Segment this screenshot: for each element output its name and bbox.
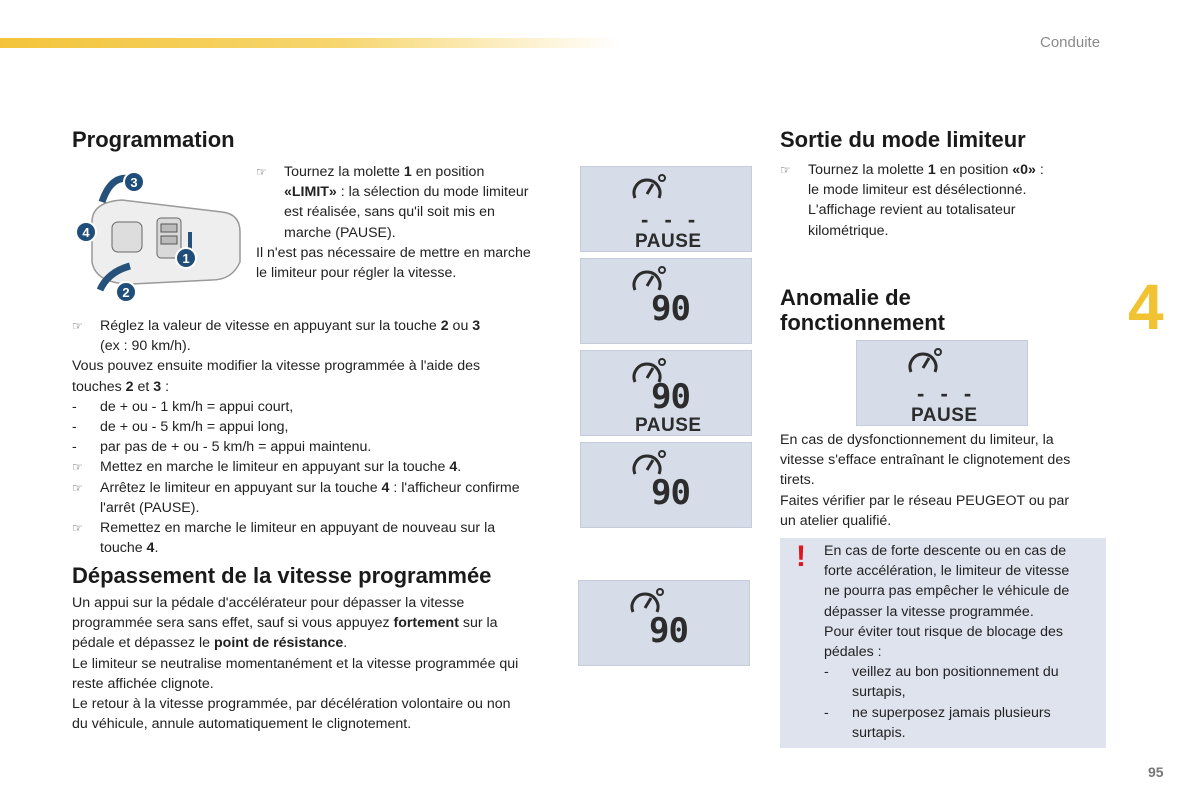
pointing-hand-icon: ☞ xyxy=(256,165,267,179)
sortie-title: Sortie du mode limiteur xyxy=(780,127,1026,152)
pointing-hand-icon: ☞ xyxy=(72,460,83,475)
display-speed-90: 90 xyxy=(580,258,752,344)
pointing-hand-icon: ☞ xyxy=(780,163,791,177)
programmation-intro: ☞ Tournez la molette 1 en position «LIMIT» : la sélection du mode limiteur est réalisée, sans qu'il soit mis en marche (PAUSE). Il n'est pas nécessaire de mettre en marche le limiteur pour régler la vitesse. xyxy=(256,164,531,282)
pointing-hand-icon: ☞ xyxy=(72,521,83,536)
svg-text:4: 4 xyxy=(82,225,90,240)
speed-limiter-icon xyxy=(907,346,943,378)
chapter-number: 4 xyxy=(1128,271,1164,343)
page-number: 95 xyxy=(1148,764,1164,780)
header-accent-bar xyxy=(0,38,620,48)
svg-text:3: 3 xyxy=(130,175,138,190)
speed-limiter-icon xyxy=(631,172,667,204)
display-speed-90-pause: 90 PAUSE xyxy=(580,350,752,436)
svg-text:1: 1 xyxy=(182,251,190,266)
display-speed-90-active: 90 xyxy=(580,442,752,528)
depassement-text: Un appui sur la pédale d'accélérateur pour dépasser la vitesse programmée sera sans effet, sauf si vous appuyez fortement sur la pédale et dépassez le point de résistance. Le limiteur se neutralise momentanément et la vitesse programmée qui reste affichée clignote. Le retour à la vitesse programmée, par décélération volontaire ou non du véhicule, annule automatiquement le clignotement. xyxy=(72,595,519,733)
programmation-title: Programmation xyxy=(72,127,235,152)
pointing-hand-icon: ☞ xyxy=(72,480,83,495)
display-anomaly: - - - PAUSE xyxy=(856,340,1028,426)
sortie-text: ☞ Tournez la molette 1 en position «0» : le mode limiteur est désélectionné. L'affichage revient au totalisateur kilométrique. xyxy=(780,162,1044,239)
section-name: Conduite xyxy=(1040,34,1101,51)
anomalie-title: Anomalie de fonctionnement xyxy=(780,285,945,335)
display-speed-90-exceed: 90 xyxy=(578,580,750,666)
programmation-steps: ☞ Réglez la valeur de vitesse en appuyant sur la touche 2 ou 3 (ex : 90 km/h). Vous pouvez ensuite modifier la vitesse programmée à l'aide des touches 2 et 3 : - de + ou - 1 km/h = appui court, - de + ou - 5 km/h = appui long, - par pas de + ou - 5 km/h = appui maintenu. ☞ Mettez en marche le limiteur en appuyant sur la touche 4. ☞ Arrêtez le limiteur en appuyant sur la touche 4 : l'afficheur confirme l'arrêt (PAUSE). ☞ Remettez en marche le limiteur en appuyant de nouveau sur la touche 4. xyxy=(72,318,520,557)
anomalie-text: En cas de dysfonctionnement du limiteur, la vitesse s'efface entraînant le clignotement des tirets. Faites vérifier par le réseau PEUGEOT ou par un atelier qualifié. xyxy=(780,432,1071,529)
warning-icon: ! xyxy=(796,540,806,573)
pointing-hand-icon: ☞ xyxy=(72,319,83,333)
display-pause-dashes: - - - PAUSE xyxy=(580,166,752,252)
depassement-title: Dépassement de la vitesse programmée xyxy=(72,563,492,588)
warning-box xyxy=(780,538,1106,748)
warning-text: En cas de forte descente ou en cas de forte accélération, le limiteur de vitesse ne pourra pas empêcher le véhicule de dépasser la vitesse programmée. Pour éviter tout risque de blocage des pédales : - veillez au bon positionnement du surtapis, - ne superposez jamais plusieurs surtapis. xyxy=(824,543,1070,741)
svg-text:2: 2 xyxy=(122,285,130,300)
stalk-illustration xyxy=(72,162,244,304)
